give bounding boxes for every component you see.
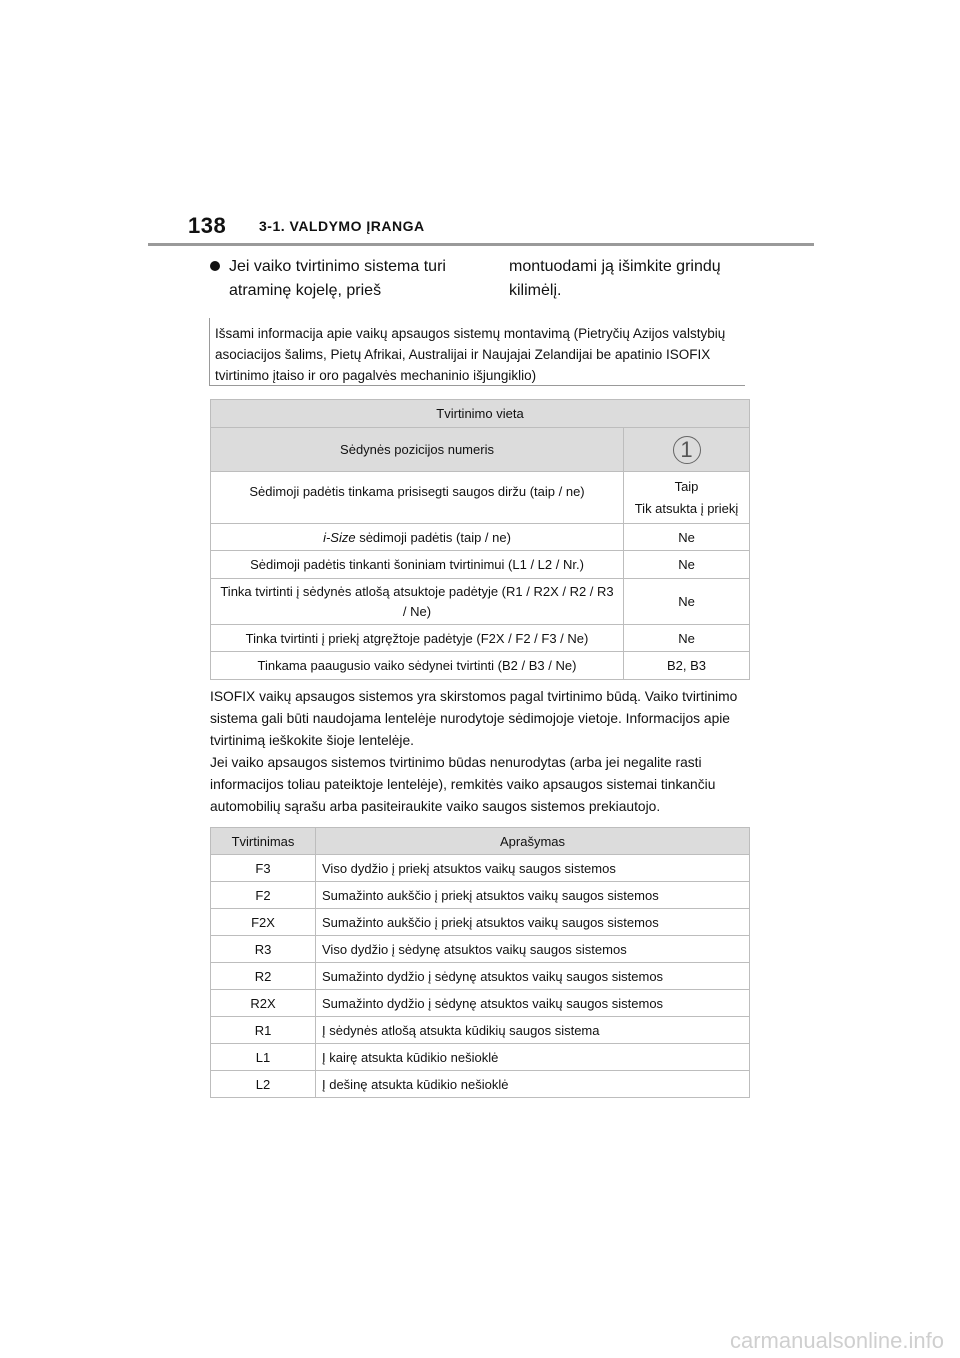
table-row	[211, 936, 750, 963]
row-label-text: sėdimoji padėtis (taip / ne)	[355, 529, 511, 545]
fixture-desc: Viso dydžio į sėdynę atsuktos vaikų saugos sistemos	[316, 936, 750, 963]
watermark: carmanualsonline.info	[729, 1328, 944, 1353]
row-value-line2: Tik atsukta į priekį	[634, 501, 739, 516]
fixture-code: R1	[211, 1017, 316, 1044]
fixture-code: F2X	[211, 909, 316, 936]
bullet-dot-icon	[210, 261, 220, 271]
fixture-desc: Sumažinto dydžio į sėdynę atsuktos vaikų saugos sistemos	[316, 963, 750, 990]
fixture-desc: Viso dydžio į priekį atsuktos vaikų saugos sistemos	[316, 855, 750, 882]
table-row	[211, 882, 750, 909]
fixture-code: F3	[211, 855, 316, 882]
table-row	[211, 652, 750, 680]
row-label: Tinkama paaugusio vaiko sėdynei tvirtinti (B2 / B3 / Ne)	[211, 652, 624, 680]
body-paragraph	[210, 686, 755, 818]
bullet-text-left: Jei vaiko tvirtinimo sistema turi atraminę kojelę, prieš	[229, 258, 446, 299]
fixture-code: R3	[211, 936, 316, 963]
row-value: Ne	[624, 551, 750, 579]
row-value: Ne	[624, 524, 750, 551]
fixture-desc: Sumažinto aukščio į priekį atsuktos vaikų saugos sistemos	[316, 882, 750, 909]
bullet-item	[210, 255, 470, 303]
table-row	[211, 472, 750, 524]
seat-position-label: Sėdynės pozicijos numeris	[211, 428, 624, 472]
table-row	[211, 1044, 750, 1071]
table-row	[211, 625, 750, 652]
column-header-fixture: Tvirtinimas	[211, 828, 316, 855]
row-value-line1: Taip	[674, 479, 699, 494]
row-label: Sėdimoji padėtis tinkanti šoniniam tvirtinimui (L1 / L2 / Nr.)	[211, 551, 624, 579]
table-row	[211, 1071, 750, 1098]
table-row	[211, 551, 750, 579]
isize-label: i-Size	[323, 529, 356, 545]
fixture-desc: Sumažinto dydžio į sėdynę atsuktos vaikų saugos sistemos	[316, 990, 750, 1017]
fixture-desc: Į kairę atsukta kūdikio nešioklė	[316, 1044, 750, 1071]
fixture-code: L1	[211, 1044, 316, 1071]
row-label: Tinka tvirtinti į priekį atgręžtoje padėtyje (F2X / F2 / F3 / Ne)	[211, 625, 624, 652]
paragraph-2: Jei vaiko apsaugos sistemos tvirtinimo būdas nenurodytas (arba jei negalite rasti informacijos toliau pateiktoje lentelėje), remkitės vaiko apsaugos sistemai tinkančiu automobilių sąrašu arba pasiteiraukite vaiko saugos sistemos prekiautojo.	[210, 755, 716, 814]
fixture-code: R2	[211, 963, 316, 990]
table-row	[211, 855, 750, 882]
fixture-description-table	[210, 827, 750, 1098]
row-label: Sėdimoji padėtis tinkama prisisegti saugos diržu (taip / ne)	[211, 472, 624, 524]
row-value: Ne	[624, 579, 750, 625]
table-row	[211, 990, 750, 1017]
fixture-desc: Į sėdynės atlošą atsukta kūdikių saugos sistema	[316, 1017, 750, 1044]
fixture-code: L2	[211, 1071, 316, 1098]
paragraph-1: ISOFIX vaikų apsaugos sistemos yra skirstomos pagal tvirtinimo būdą. Vaiko tvirtinimo sistema gali būti naudojama lentelėje nurodytoje sėdimojoje vietoje. Informacijos apie tvirtinimą ieškokite šioje lentelėje.	[210, 689, 738, 748]
table-title: Tvirtinimo vieta	[211, 400, 750, 428]
row-label	[211, 524, 624, 551]
table-row	[211, 909, 750, 936]
info-box: Išsami informacija apie vaikų apsaugos sistemų montavimą (Pietryčių Azijos valstybių asociacijos šalims, Pietų Afrikai, Australijai ir Naujajai Zelandijai be apatinio ISOFIX tvirtinimo įtaiso ir oro pagalvės mechaninio išjungiklio)	[209, 318, 745, 386]
section-title: 3-1. VALDYMO ĮRANGA	[259, 218, 425, 234]
fixture-code: F2	[211, 882, 316, 909]
mounting-location-table	[210, 399, 750, 680]
row-label: Tinka tvirtinti į sėdynės atlošą atsuktoje padėtyje (R1 / R2X / R2 / R3 / Ne)	[211, 579, 624, 625]
fixture-code: R2X	[211, 990, 316, 1017]
header-divider	[148, 243, 814, 246]
table-row	[211, 524, 750, 551]
seat-number-cell	[624, 428, 750, 472]
table-row	[211, 963, 750, 990]
row-value	[624, 472, 750, 524]
table-row	[211, 579, 750, 625]
page-number: 138	[188, 213, 227, 238]
fixture-desc: Į dešinę atsukta kūdikio nešioklė	[316, 1071, 750, 1098]
seat-number-badge: 1	[673, 436, 701, 464]
column-header-description: Aprašymas	[316, 828, 750, 855]
fixture-desc: Sumažinto aukščio į priekį atsuktos vaikų saugos sistemos	[316, 909, 750, 936]
row-value: B2, B3	[624, 652, 750, 680]
row-value: Ne	[624, 625, 750, 652]
bullet-text-right: montuodami ją išimkite grindų kilimėlį.	[509, 258, 721, 299]
table-row	[211, 1017, 750, 1044]
